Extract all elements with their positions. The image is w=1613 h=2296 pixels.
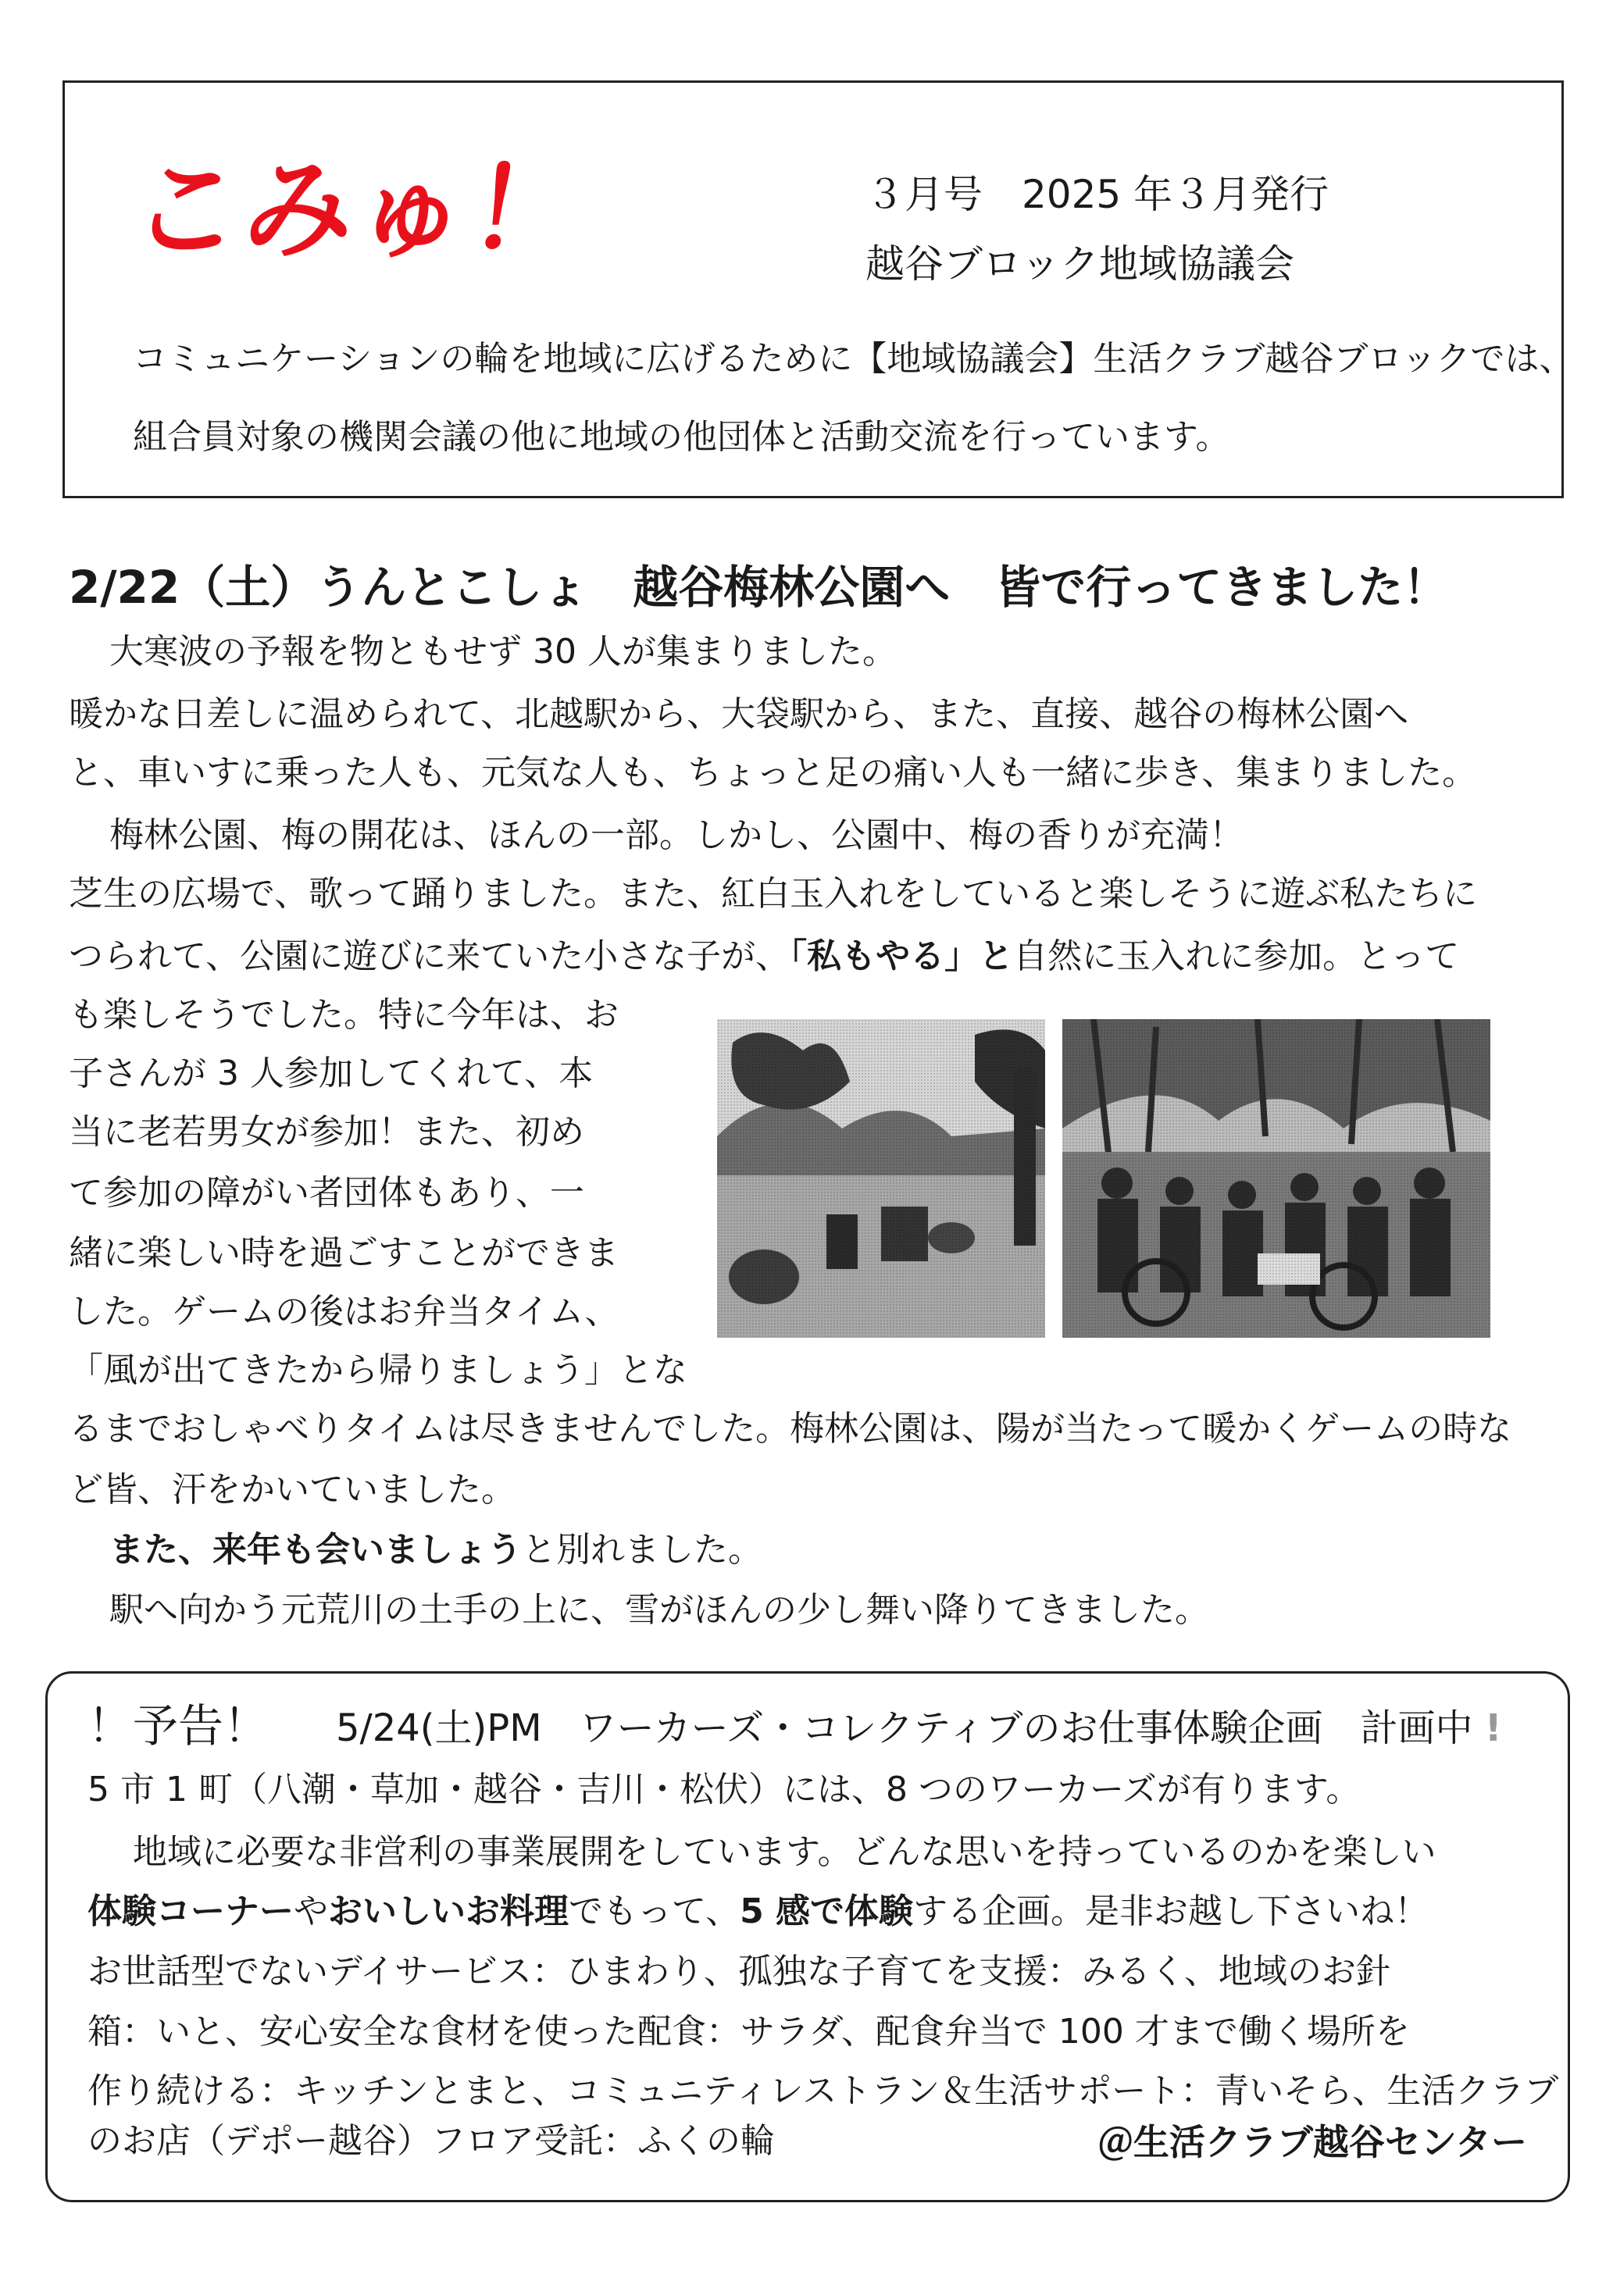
article-line: ど皆、汗をかいていました。 <box>69 1470 516 1510</box>
article-headline: 2/22（土）うんとこしょ 越谷梅林公園へ 皆で行ってきました！ <box>69 561 1449 614</box>
notice-line: お世話型でないデイサービス：ひまわり、孤独な子育てを支援：みるく、地域のお針 <box>87 1952 1391 1991</box>
event-location: ＠生活クラブ越谷センター <box>1097 2121 1527 2163</box>
article-narrow-line: 「風が出てきたから帰りましょう」とな <box>69 1350 687 1390</box>
notice-heading: 5/24(土)PM ワーカーズ・コレクティブのお仕事体験企画 計画中 ! <box>336 1706 1502 1750</box>
article-line: また、来年も会いましょうと別れました。 <box>109 1530 762 1570</box>
notice-line: 地域に必要な非営利の事業展開をしています。どんな思いを持っているのかを楽しい <box>133 1832 1436 1872</box>
notice-line: のお店（デポー越谷）フロア受託：ふくの輪 <box>87 2121 775 2161</box>
photo-group-image <box>1062 1019 1490 1338</box>
notice-line: 箱：いと、安心安全な食材を使った配食：サラダ、配食弁当で 100 才まで働く場所を <box>87 2012 1410 2052</box>
newsletter-logo: こみゅ！ <box>123 147 592 274</box>
notice-title: ！予告！ <box>87 1699 269 1752</box>
article-narrow-line: て参加の障がい者団体もあり、一 <box>69 1173 584 1213</box>
intro-line-2: 組合員対象の機関会議の他に地域の他団体と活動交流を行っています。 <box>133 417 1230 457</box>
article-narrow-line: 当に老若男女が参加！また、初め <box>69 1112 584 1152</box>
photo-park-game <box>717 1019 1045 1338</box>
photo-park-game-image <box>717 1019 1045 1338</box>
intro-line-1: コミュニケーションの輪を地域に広げるために【地域協議会】生活クラブ越谷ブロックでは、 <box>133 339 1574 379</box>
article-line: るまでおしゃべりタイムは尽きませんでした。梅林公園は、陽が当たって暖かくゲームの時な <box>69 1409 1512 1449</box>
article-line: 駅へ向かう元荒川の土手の上に、雪がほんの少し舞い降りてきました。 <box>109 1590 1209 1630</box>
notice-line: 体験コーナーやおいしいお料理でもって、5 感で体験する企画。是非お越し下さいね！ <box>87 1891 1429 1931</box>
article-line: 芝生の広場で、歌って踊りました。また、紅白玉入れをしていると楽しそうに遊ぶ私たちに <box>69 874 1478 914</box>
organization-name: 越谷ブロック地域協議会 <box>865 241 1294 287</box>
article-narrow-line: 緒に楽しい時を過ごすことができま <box>69 1233 619 1273</box>
article-line: 梅林公園、梅の開花は、ほんの一部。しかし、公園中、梅の香りが充満！ <box>109 815 1244 855</box>
article-line: つられて、公園に遊びに来ていた小さな子が、「私もやる」と自然に玉入れに参加。とって <box>69 936 1460 976</box>
article-line: 大寒波の予報を物ともせず 30 人が集まりました。 <box>109 632 897 672</box>
notice-line: 作り続ける：キッチンとまと、コミュニティレストラン＆生活サポート：青いそら、生活クラブ <box>87 2071 1559 2111</box>
notice-line: 5 市 1 町（八潮・草加・越谷・吉川・松伏）には、8 つのワーカーズが有ります。 <box>87 1770 1361 1809</box>
article-line: 暖かな日差しに温められて、北越駅から、大袋駅から、また、直接、越谷の梅林公園へ <box>69 694 1409 734</box>
article-narrow-line: も楽しそうでした。特に今年は、お <box>69 995 619 1035</box>
exclamation-icon: ! <box>1484 1706 1502 1750</box>
article-narrow-line: 子さんが 3 人参加してくれて、本 <box>69 1054 594 1093</box>
issue-date: ３月号 2025 年３月発行 <box>865 172 1329 217</box>
photo-group <box>1062 1019 1490 1338</box>
article-narrow-line: した。ゲームの後はお弁当タイム、 <box>69 1292 619 1332</box>
article-line: と、車いすに乗った人も、元気な人も、ちょっと足の痛い人も一緒に歩き、集まりました。 <box>69 753 1477 793</box>
